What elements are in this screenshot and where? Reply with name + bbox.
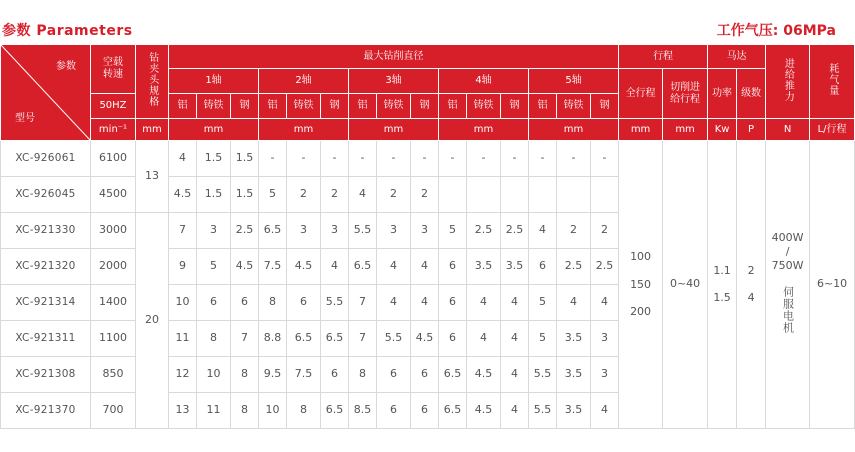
dia-cell: 3 [321,213,349,249]
dia-cell: 13 [169,393,197,429]
dia-cell: 5 [259,177,287,213]
thrust-values: 400W / 750W 伺服电机 [766,141,810,429]
dia-cell: 6 [439,321,467,357]
dia-unit-axis-5: mm [529,119,619,141]
air-unit: L/行程 [810,119,855,141]
dia-cell: 4 [169,141,197,177]
dia-cell: 4 [501,285,529,321]
dia-cell: 4 [501,321,529,357]
dia-cell: - [321,141,349,177]
dia-cell: 5.5 [321,285,349,321]
dia-cell: 8 [287,393,321,429]
max-drill-diameter-header: 最大钻削直径 [169,45,619,69]
motor-header: 马达 [708,45,766,69]
dia-cell: - [411,141,439,177]
model-cell: XC-921330 [1,213,91,249]
dia-cell: 5 [529,321,557,357]
dia-cell: - [501,141,529,177]
dia-cell: 4 [411,285,439,321]
dia-cell: 1.5 [197,141,231,177]
model-cell: XC-921314 [1,285,91,321]
air-consumption-header: 耗气量 [810,45,855,119]
dia-cell: - [287,141,321,177]
param-label: 参数 [56,61,76,72]
dia-cell: 3.5 [501,249,529,285]
dia-cell: 6 [287,285,321,321]
speed-cell: 6100 [91,141,136,177]
dia-cell: 4.5 [169,177,197,213]
full-stroke-values: 100 150 200 [619,141,663,429]
axis-1-header: 1轴 [169,69,259,94]
dia-cell: 4.5 [411,321,439,357]
dia-cell: 2.5 [501,213,529,249]
material-al: 铝 [259,94,287,119]
dia-cell: 8.5 [349,393,377,429]
dia-cell [439,177,467,213]
dia-cell: 6 [321,357,349,393]
dia-cell: 2.5 [591,249,619,285]
dia-cell: 4 [321,249,349,285]
dia-cell: 3 [411,213,439,249]
power-unit: Kw [708,119,737,141]
material-cast-iron: 铸铁 [287,94,321,119]
feed-thrust-header: 进给推力 [766,45,810,119]
dia-cell: 7.5 [287,357,321,393]
material-al: 铝 [529,94,557,119]
material-al: 铝 [439,94,467,119]
dia-cell: 6 [377,357,411,393]
param-model-header [1,45,91,141]
dia-cell: 3.5 [467,249,501,285]
dia-unit-axis-2: mm [259,119,349,141]
material-steel: 钢 [501,94,529,119]
dia-cell: 4 [591,393,619,429]
dia-cell: 9 [169,249,197,285]
dia-cell: 3 [591,357,619,393]
speed-cell: 700 [91,393,136,429]
material-cast-iron: 铸铁 [557,94,591,119]
diagonal-divider [1,45,90,140]
dia-cell [557,177,591,213]
model-cell: XC-926061 [1,141,91,177]
dia-cell: 4 [467,285,501,321]
dia-cell: 3 [197,213,231,249]
dia-cell [501,177,529,213]
dia-cell: 6.5 [439,393,467,429]
chuck-cell: 13 [136,141,169,213]
dia-cell: 6 [439,249,467,285]
dia-cell: 4.5 [287,249,321,285]
dia-cell: 4 [501,393,529,429]
parameters-table [0,44,855,429]
dia-cell [467,177,501,213]
dia-cell: 5.5 [529,393,557,429]
section-title: 参数 Parameters [2,23,133,39]
full-stroke-header: 全行程 [619,69,663,119]
dia-cell: 4.5 [231,249,259,285]
dia-cell: - [377,141,411,177]
dia-cell: 8 [349,357,377,393]
dia-cell: 2.5 [231,213,259,249]
dia-cell: 4 [411,249,439,285]
dia-cell: 6 [197,285,231,321]
material-steel: 钢 [231,94,259,119]
dia-cell: 5.5 [529,357,557,393]
speed-cell: 1400 [91,285,136,321]
dia-cell: - [591,141,619,177]
dia-cell: 2 [591,213,619,249]
dia-cell: 10 [169,285,197,321]
model-cell: XC-926045 [1,177,91,213]
material-cast-iron: 铸铁 [377,94,411,119]
material-al: 铝 [169,94,197,119]
material-steel: 钢 [411,94,439,119]
stroke-header: 行程 [619,45,708,69]
dia-cell: 5 [439,213,467,249]
dia-cell: 6.5 [321,393,349,429]
dia-cell: 5 [197,249,231,285]
model-cell: XC-921311 [1,321,91,357]
poles-unit: P [737,119,766,141]
speed-cell: 3000 [91,213,136,249]
dia-cell: 4 [467,321,501,357]
model-cell: XC-921320 [1,249,91,285]
working-pressure: 工作气压: 06MPa [716,23,836,39]
dia-cell: 6 [231,285,259,321]
dia-cell: 4.5 [467,393,501,429]
full-stroke-unit: mm [619,119,663,141]
poles-header: 级数 [737,69,766,119]
table-row [1,141,855,177]
speed-unit: min⁻¹ [91,119,136,141]
axis-5-header: 5轴 [529,69,619,94]
chuck-cell: 20 [136,213,169,429]
dia-cell: 8.8 [259,321,287,357]
dia-cell: 11 [197,393,231,429]
chuck-unit: mm [136,119,169,141]
dia-cell: 6.5 [287,321,321,357]
material-steel: 钢 [321,94,349,119]
dia-cell: 8 [259,285,287,321]
dia-cell: 6 [529,249,557,285]
dia-cell: 2 [287,177,321,213]
dia-cell: 6.5 [259,213,287,249]
chuck-spec-header: 钻夹头规格 [136,45,169,119]
pole-values: 2 4 [737,141,766,429]
dia-cell: 10 [259,393,287,429]
material-steel: 钢 [591,94,619,119]
axis-3-header: 3轴 [349,69,439,94]
dia-cell: 3.5 [557,357,591,393]
dia-cell: 1.5 [231,177,259,213]
speed-cell: 2000 [91,249,136,285]
dia-cell: 6 [377,393,411,429]
dia-cell: 5 [529,285,557,321]
dia-cell: 3 [591,321,619,357]
dia-cell: 7 [349,285,377,321]
dia-cell [591,177,619,213]
dia-cell: 2 [377,177,411,213]
dia-cell: 4 [377,285,411,321]
dia-cell: 4 [349,177,377,213]
speed-frequency: 50HZ [91,94,136,119]
dia-cell: 1.5 [197,177,231,213]
dia-cell: 4 [501,357,529,393]
dia-cell: 7.5 [259,249,287,285]
dia-cell: 6.5 [321,321,349,357]
dia-cell: 1.5 [231,141,259,177]
dia-cell: 4 [529,213,557,249]
dia-cell: - [557,141,591,177]
power-header: 功率 [708,69,737,119]
dia-cell: 9.5 [259,357,287,393]
model-cell: XC-921370 [1,393,91,429]
dia-cell: - [467,141,501,177]
dia-cell: 2 [321,177,349,213]
thrust-unit: N [766,119,810,141]
dia-unit-axis-3: mm [349,119,439,141]
dia-cell: 11 [169,321,197,357]
dia-cell: 7 [169,213,197,249]
cut-stroke-value: 0~40 [663,141,708,429]
dia-cell: 6.5 [439,357,467,393]
dia-cell: - [349,141,377,177]
dia-unit-axis-4: mm [439,119,529,141]
dia-cell: 3 [377,213,411,249]
cut-stroke-header: 切削进 给行程 [663,69,708,119]
dia-cell: 8 [231,357,259,393]
dia-cell: - [439,141,467,177]
dia-cell: 4 [591,285,619,321]
dia-cell: 2.5 [467,213,501,249]
idle-speed-header: 空载 转速 [91,45,136,94]
dia-unit-axis-1: mm [169,119,259,141]
dia-cell: 8 [231,393,259,429]
air-value: 6~10 [810,141,855,429]
dia-cell: 6 [439,285,467,321]
dia-cell: 4 [377,249,411,285]
dia-cell [529,177,557,213]
axis-2-header: 2轴 [259,69,349,94]
dia-cell: - [529,141,557,177]
dia-cell: - [259,141,287,177]
speed-cell: 4500 [91,177,136,213]
material-cast-iron: 铸铁 [467,94,501,119]
dia-cell: 6 [411,393,439,429]
dia-cell: 6.5 [349,249,377,285]
dia-cell: 5.5 [377,321,411,357]
dia-cell: 3 [287,213,321,249]
dia-cell: 12 [169,357,197,393]
model-cell: XC-921308 [1,357,91,393]
dia-cell: 3.5 [557,321,591,357]
model-label: 型号 [15,112,35,124]
servo-motor-label: 伺服电机 [781,286,795,335]
dia-cell: 7 [349,321,377,357]
dia-cell: 4 [557,285,591,321]
dia-cell: 6 [411,357,439,393]
dia-cell: 2 [411,177,439,213]
dia-cell: 8 [197,321,231,357]
dia-cell: 2 [557,213,591,249]
axis-4-header: 4轴 [439,69,529,94]
material-cast-iron: 铸铁 [197,94,231,119]
speed-cell: 850 [91,357,136,393]
cut-stroke-unit: mm [663,119,708,141]
speed-cell: 1100 [91,321,136,357]
dia-cell: 4.5 [467,357,501,393]
material-al: 铝 [349,94,377,119]
dia-cell: 2.5 [557,249,591,285]
dia-cell: 10 [197,357,231,393]
power-values: 1.1 1.5 [708,141,737,429]
dia-cell: 3.5 [557,393,591,429]
dia-cell: 5.5 [349,213,377,249]
dia-cell: 7 [231,321,259,357]
